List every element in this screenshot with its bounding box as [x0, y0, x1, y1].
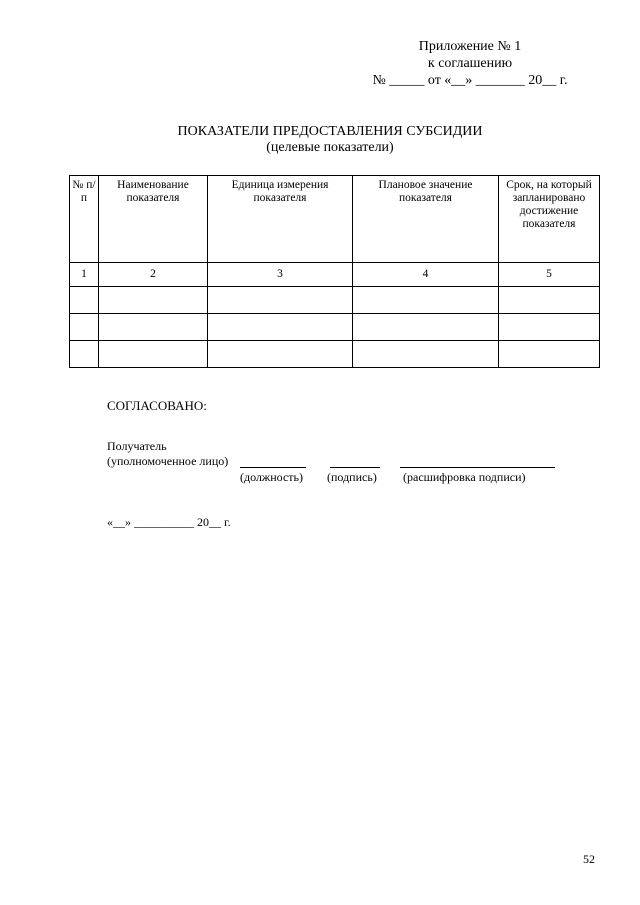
position-line	[240, 467, 306, 468]
page-number: 52	[583, 852, 595, 866]
appendix-agreement-ref: к соглашению	[427, 56, 513, 71]
column-number: 1	[70, 263, 99, 287]
authorized-person-label: (уполномоченное лицо)	[107, 454, 229, 468]
table-cell	[353, 314, 499, 341]
appendix-title: Приложение № 1	[418, 39, 522, 54]
table-cell	[70, 287, 99, 314]
table-cell	[70, 341, 99, 368]
table-cell	[353, 287, 499, 314]
table-cell	[99, 287, 208, 314]
appendix-agreement-number: № _____ от «__» _______ 20__ г.	[372, 73, 568, 88]
date-line: «__» __________ 20__ г.	[107, 515, 231, 529]
table-cell	[70, 314, 99, 341]
table-row	[70, 341, 600, 368]
header-cell-deadline: Срок, на который запланировано достижение показателя	[499, 176, 600, 263]
header-cell-plan: Плановое значение показателя	[353, 176, 499, 263]
decoding-line	[400, 467, 555, 468]
table-column-numbers-row	[70, 263, 600, 287]
table-cell	[499, 287, 600, 314]
column-number: 4	[353, 263, 499, 287]
table-cell	[99, 341, 208, 368]
column-number: 5	[499, 263, 600, 287]
table-cell	[499, 314, 600, 341]
table-cell	[208, 314, 353, 341]
header-cell-name: Наименование показателя	[99, 176, 208, 263]
signature-line	[330, 467, 380, 468]
position-caption: (должность)	[240, 470, 303, 484]
column-number: 2	[99, 263, 208, 287]
table-cell	[208, 341, 353, 368]
title-sub: (целевые показатели)	[266, 140, 394, 155]
table-cell	[353, 341, 499, 368]
indicators-table	[69, 175, 600, 368]
table-cell	[99, 314, 208, 341]
signature-caption: (подпись)	[327, 470, 377, 484]
decoding-caption: (расшифровка подписи)	[403, 470, 526, 484]
header-cell-unit: Единица измерения показателя	[208, 176, 353, 263]
recipient-block	[107, 439, 228, 469]
title-main: ПОКАЗАТЕЛИ ПРЕДОСТАВЛЕНИЯ СУБСИДИИ	[177, 124, 483, 139]
table-row	[70, 287, 600, 314]
agreed-label: СОГЛАСОВАНО:	[107, 398, 207, 413]
table-header-row	[70, 176, 600, 263]
document-title	[0, 124, 640, 156]
column-number: 3	[208, 263, 353, 287]
header-cell-number: № п/п	[70, 176, 99, 263]
table-cell	[499, 341, 600, 368]
recipient-label: Получатель	[107, 439, 167, 453]
table-cell	[208, 287, 353, 314]
appendix-header	[340, 38, 600, 89]
table-row	[70, 314, 600, 341]
